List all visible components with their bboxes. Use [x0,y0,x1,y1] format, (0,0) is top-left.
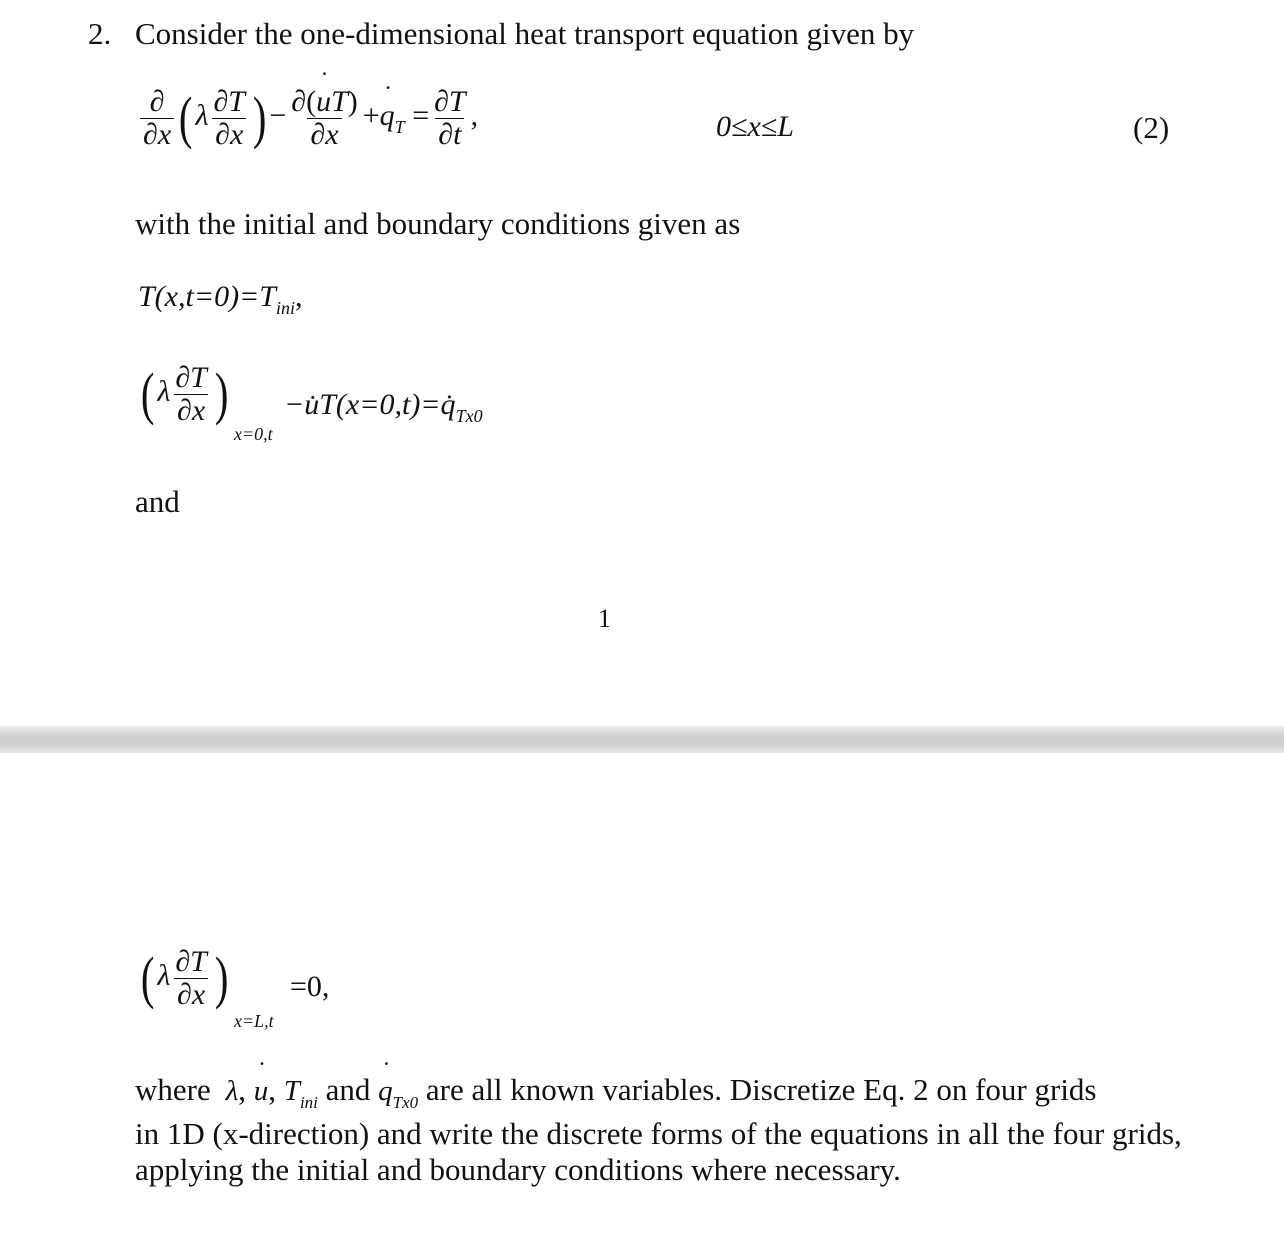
d-dx-fraction: $\frac{\partial}{\partial x}$ [140,86,174,150]
final-line-1-rest: are all known variables. Discretize Eq. 2 on four grids [425,1072,1097,1107]
problem-intro: Consider the one-dimensional heat transport equation given by [135,16,915,51]
page-break-divider [0,726,1284,753]
initial-condition-lhs: T(x,t=0)=T [138,280,276,313]
bc-left-rhs [284,388,483,427]
bc-left-rhs-subscript: Tx0 [455,406,483,426]
initial-condition-subscript: ini [276,298,296,318]
conditions-intro: with the initial and boundary conditions given as [135,206,741,241]
bc-right-rhs: =0, [290,970,330,1003]
final-line-2: in 1D (x-direction) and write the discrete forms of the equations in all the four grids, [135,1116,1182,1151]
convection-term: $\frac{\partial(u ˙T)}{\partial x}$ [288,86,361,150]
problem-number: 2. [88,16,112,51]
final-where: where [135,1072,211,1107]
and-word: and [135,484,180,519]
bc-left-rhs-text: −u̇T(x=0,t)=q̇ [284,388,456,421]
final-and: and [325,1072,371,1107]
final-line-1: where λ, u ˙, $T_{ini}$ and q $˙_{Tx0}$ are all known variables. Discretize Eq. 2 on four grids [135,1072,1097,1113]
bc-left-subscript: x=0,t [234,424,273,444]
dT-dt-fraction: $\frac{\partial T}{\partial t}$ [434,85,466,151]
bc-left-fraction: $\frac{\partial T}{\partial x}$ [175,361,207,427]
final-line-3: applying the initial and boundary conditions where necessary. [135,1152,901,1187]
left-boundary-condition: (λ $\frac{\partial T}{\partial x}$ ) [140,361,229,427]
equation-domain: 0≤x≤L [716,110,794,143]
dT-dx-fraction: $\frac{\partial T}{\partial x}$ [213,85,245,151]
right-boundary-condition: (λ $\frac{\partial T}{\partial x}$ ) [140,945,229,1011]
page-number: 1 [598,604,611,633]
bc-right-subscript: x=L,t [234,1011,274,1031]
equation-number: (2) [1133,110,1170,145]
initial-condition-comma: , [295,280,303,313]
initial-condition [138,280,303,319]
bc-right-fraction: $\frac{\partial T}{\partial x}$ [175,945,207,1011]
heat-equation: $\frac{\partial}{\partial x}$ (λ $\frac{\partial T}{\partial x}$ )− $\frac{\partial(u ˙T)}{\partial x}$ +q $˙_T$ = $\frac{\partial T}{\partial t}$ , [138,86,478,150]
